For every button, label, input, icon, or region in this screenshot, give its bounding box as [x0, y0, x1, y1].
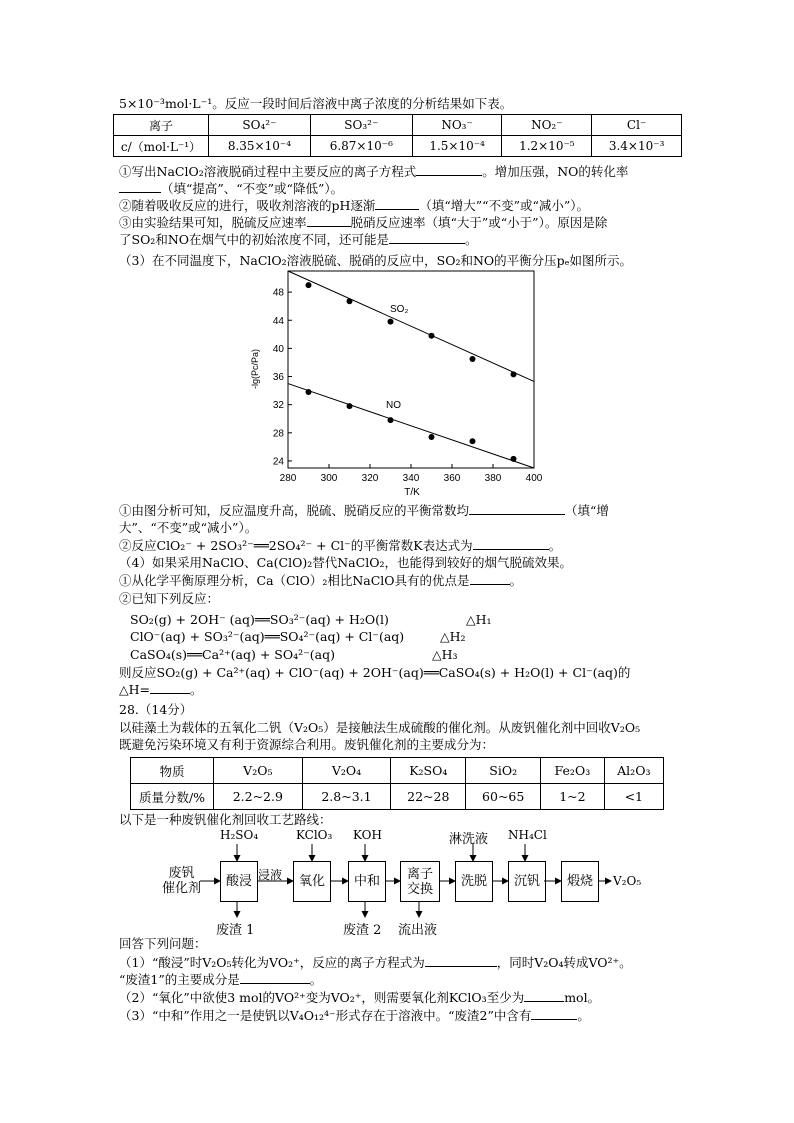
question-line: 则反应SO₂(g) + Ca²⁺(aq) + ClO⁻(aq) + 2OH⁻(aq)══CaSO₄(s) + H₂O(l) + Cl⁻(aq)的	[119, 665, 631, 680]
output-effluent: 流出液	[398, 923, 438, 938]
y-tick-label: 24	[272, 456, 284, 468]
value-cell: 1.2×10⁻⁵	[502, 136, 592, 157]
value-cell: 2.2~2.9	[214, 784, 303, 810]
question-line: 以硅藻土为载体的五氧化二钒（V₂O₅）是接触法生成硫酸的催化剂。从废钒催化剂中回收V₂O₅	[119, 720, 641, 735]
product-label: V₂O₅	[613, 874, 642, 888]
header-cell: V₂O₄	[302, 758, 391, 784]
header-cell: NO₃⁻	[412, 115, 502, 136]
enthalpy-3: △H₃	[432, 647, 458, 662]
input-koh: KOH	[353, 828, 382, 842]
question-line: （2）“氧化”中欲使3 mol的VO²⁺变为VO₂⁺，则需要氧化剂KClO₃至少为 mol。	[119, 990, 601, 1005]
y-tick-label: 44	[272, 315, 284, 327]
equation-1: SO₂(g) + 2OH⁻ (aq)══SO₃²⁻(aq) + H₂O(l)	[130, 612, 389, 627]
value-cell: <1	[604, 784, 663, 810]
question-line: 既避免污染环境又有利于资源综合利用。废钒催化剂的主要成分为：	[119, 737, 495, 752]
question-line: △H= 。	[119, 682, 203, 697]
step-ion-exchange: 离子 交换	[400, 861, 440, 902]
question-line: ②反应ClO₂⁻ + 2SO₃²⁻══2SO₄²⁻ + Cl⁻的平衡常数K表达式为 。	[119, 538, 562, 553]
series-label-so2: SO₂	[390, 304, 409, 315]
input-h2so4: H₂SO₄	[220, 828, 259, 842]
header-cell: Al₂O₃	[604, 758, 663, 784]
x-tick-label: 300	[320, 473, 338, 484]
header-cell: SO₃²⁻	[310, 115, 412, 136]
header-cell: 物质	[131, 758, 214, 784]
input-eluent: 淋洗液	[449, 832, 489, 847]
enthalpy-2: △H₂	[440, 629, 466, 644]
question-line: ②随着吸收反应的进行，吸收剂溶液的pH逐渐 （填“增大”“不变”或“减小”）。	[119, 198, 589, 213]
value-cell: 8.35×10⁻⁴	[209, 136, 311, 157]
question-line: ②已知下列反应：	[119, 591, 220, 606]
question-line: ③由实验结果可知，脱硫反应速率 脱硝反应速率（填“大于”或“小于”）。原因是除	[119, 215, 608, 230]
question-line: ①写出NaClO₂溶液脱硝过程中主要反应的离子方程式 。增加压强，NO的转化率	[119, 164, 629, 179]
output-residue-1: 废渣 1	[216, 923, 255, 938]
header-cell: 离子	[114, 115, 209, 136]
y-axis-label: -lg(Pc/Pa)	[250, 348, 260, 390]
header-cell: SO₄²⁻	[209, 115, 311, 136]
question-line: （填“提高”、“不变”或“降低”）。	[119, 181, 343, 197]
route-caption: 以下是一种废钒催化剂回收工艺路线：	[119, 812, 332, 827]
question-line: ①由图分析可知，反应温度升高，脱硫、脱硝反应的平衡常数均 （填“增	[119, 503, 609, 518]
question-line: “废渣1”的主要成分是 。	[119, 972, 323, 987]
step-oxidation: 氧化	[293, 861, 331, 902]
header-cell: V₂O₅	[214, 758, 303, 784]
x-tick-label: 360	[443, 473, 461, 484]
y-tick-label: 32	[272, 400, 284, 412]
value-cell: 3.4×10⁻³	[592, 136, 682, 157]
value-cell: c/（mol·L⁻¹）	[114, 136, 209, 157]
value-cell: 2.8~3.1	[302, 784, 391, 810]
filtrate-label: 浸液	[258, 868, 283, 882]
x-tick-label: 320	[361, 473, 379, 484]
x-tick-label: 400	[525, 473, 543, 484]
equation-3: CaSO₄(s)══Ca²⁺(aq) + SO₄²⁻(aq)	[130, 647, 335, 662]
equation-2: ClO⁻(aq) + SO₃²⁻(aq)══SO₄²⁻(aq) + Cl⁻(aq)	[130, 629, 405, 644]
question-line: 回答下列问题：	[119, 936, 207, 951]
value-cell: 6.87×10⁻⁶	[310, 136, 412, 157]
value-cell: 质量分数/%	[131, 784, 214, 810]
step-neutralization: 中和	[348, 861, 386, 902]
question-line: （3）“中和”作用之一是使钒以V₄O₁₂⁴⁻形式存在于溶液中。“废渣2”中含有 。	[119, 1008, 590, 1023]
header-cell: K₂SO₄	[391, 758, 466, 784]
header-cell: Cl⁻	[592, 115, 682, 136]
intro-line: 5×10⁻³mol·L⁻¹。反应一段时间后溶液中离子浓度的分析结果如下表。	[119, 96, 513, 111]
x-tick-label: 280	[279, 473, 297, 484]
question-line: （3）在不同温度下，NaClO₂溶液脱硫、脱硝的反应中，SO₂和NO的平衡分压pₑ如图所示。	[119, 253, 633, 268]
step-precipitation: 沉钒	[508, 861, 546, 902]
enthalpy-1: △H₁	[466, 612, 492, 627]
header-cell: SiO₂	[466, 758, 541, 784]
header-cell: NO₂⁻	[502, 115, 592, 136]
step-acid-leach: 酸浸	[220, 861, 258, 902]
question-line: （4）如果采用NaClO、Ca(ClO)₂替代NaClO₂，也能得到较好的烟气脱硫效果。	[119, 555, 572, 570]
header-cell: Fe₂O₃	[541, 758, 604, 784]
question-line: ①从化学平衡原理分析，Ca（ClO）₂相比NaClO具有的优点是 。	[119, 573, 523, 588]
y-tick-label: 36	[272, 372, 284, 384]
series-label-no: NO	[386, 400, 401, 411]
value-cell: 1.5×10⁻⁴	[412, 136, 502, 157]
output-residue-2: 废渣 2	[343, 923, 382, 938]
question-line: （1）“酸浸”时V₂O₅转化为VO₂⁺，反应的离子方程式为 ，同时V₂O₄转成VO²⁺。	[119, 955, 632, 970]
step-calcination: 煅烧	[561, 861, 599, 902]
x-tick-label: 380	[484, 473, 502, 484]
question-line: 大”、“不变”或“减小”）。	[119, 520, 258, 535]
step-elution: 洗脱	[455, 861, 493, 902]
input-nh4cl: NH₄Cl	[508, 828, 547, 842]
y-tick-label: 28	[272, 428, 284, 440]
x-axis-label: T/K	[404, 487, 420, 498]
value-cell: 22~28	[391, 784, 466, 810]
question-number: 28.（14分）	[119, 702, 193, 717]
y-tick-label: 48	[272, 287, 284, 299]
x-tick-label: 340	[402, 473, 420, 484]
value-cell: 60~65	[466, 784, 541, 810]
question-line: 了SO₂和NO在烟气中的初始浓度不同，还可能是 。	[119, 232, 478, 247]
y-tick-label: 40	[272, 343, 284, 355]
value-cell: 1~2	[541, 784, 604, 810]
start-material: 废钒 催化剂	[162, 866, 202, 896]
input-kclo3: KClO₃	[296, 828, 333, 842]
